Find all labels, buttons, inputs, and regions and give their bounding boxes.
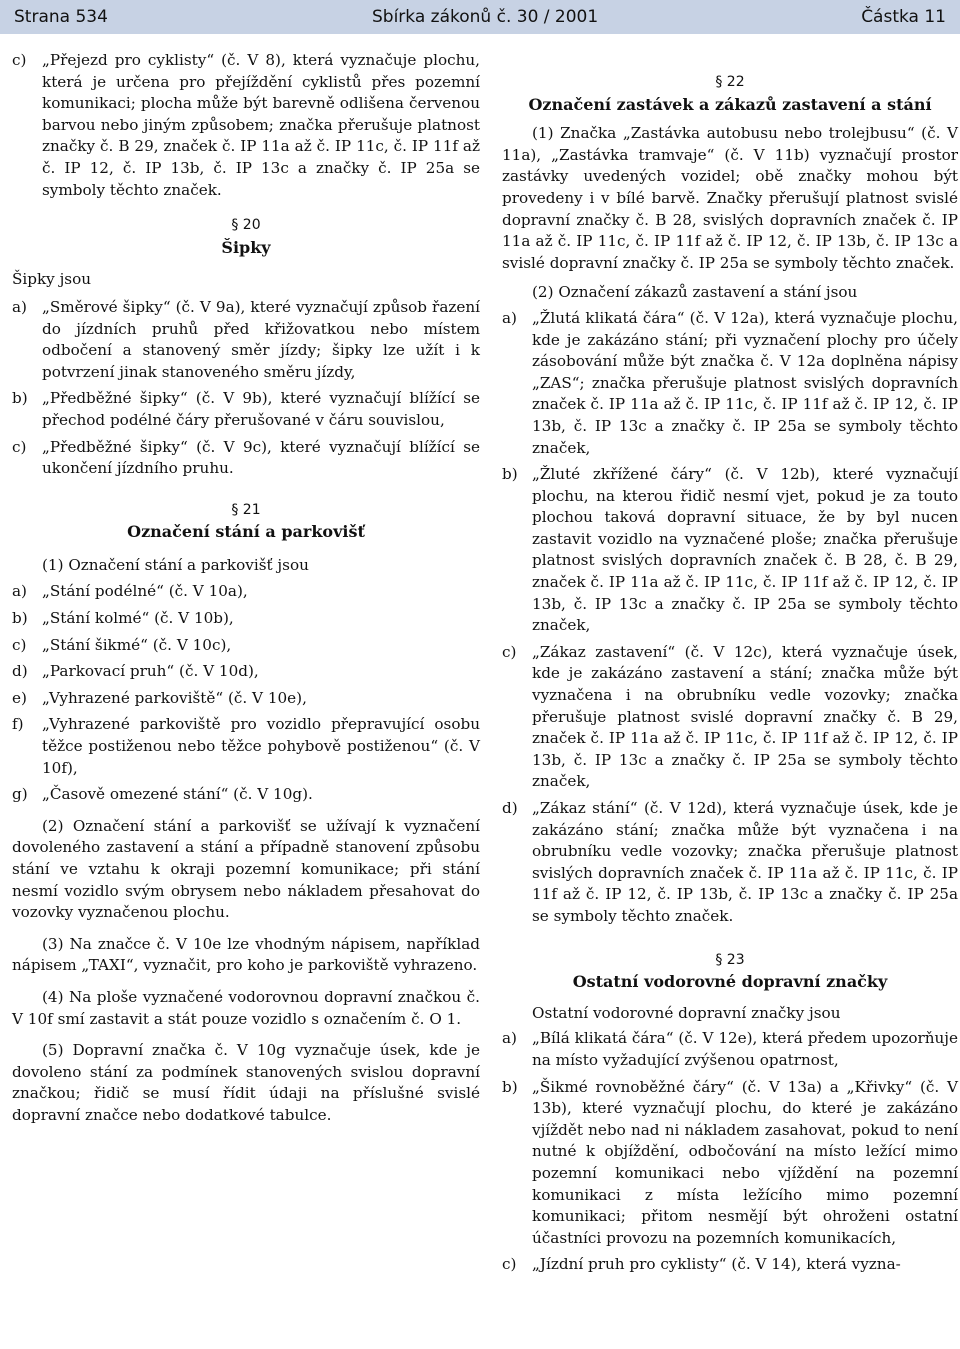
list-item: c) „Předběžné šipky“ (č. V 9c), které vyznačují blížící se ukončení jízdního pruhu.	[12, 437, 480, 478]
list-item: d) „Parkovací pruh“ (č. V 10d),	[12, 662, 259, 681]
paragraph: (2) Označení zákazů zastavení a stání jsou	[532, 283, 858, 302]
list-item: f) „Vyhrazené parkoviště pro vozidlo přepravující osobu těžce postiženou nebo těžce pohybově postiženou“ (č. V 10f),	[12, 715, 480, 777]
section-title: Označení stání a parkovišť	[127, 522, 365, 542]
list-item: c) „Jízdní pruh pro cyklisty“ (č. V 14), která vyzna-	[502, 1255, 901, 1274]
collection-title: Sbírka zákonů č. 30 / 2001	[372, 7, 599, 27]
paragraph: (1) Označení stání a parkovišť jsou	[42, 555, 309, 574]
section-number: § 22	[715, 74, 745, 90]
section-title: Ostatní vodorovné dopravní značky	[572, 972, 888, 992]
section-number: § 20	[231, 217, 261, 234]
paragraph: (5) Dopravní značka č. V 10g vyznačuje úsek, kde je dovoleno stání za podmínek stanovených svislou dopravní značkou; řidič se musí řídit údaji na příslušné svislé dopravní značce nebo dodatkové tabulce.	[12, 1041, 480, 1124]
left-column	[12, 50, 480, 1127]
issue-number: Částka 11	[861, 7, 946, 27]
list-item: d) „Zákaz stání“ (č. V 12d), která vyznačuje úsek, kde je zakázáno stání; značka může být vyznačena i na obrubníku vedle vozovky; značka přerušuje platnost svislých dopravních značek č. IP 11a až č. IP 11c, č. IP 11f až č. IP 12, č. IP 13b, č. IP 13c a značky č. IP 25a se symboly těchto značek.	[502, 799, 958, 925]
list-item: c) „Zákaz zastavení“ (č. V 12c), která vyznačuje úsek, kde je zakázáno zastavení a stání; značka může být vyznačena i na obrubníku vedle vozovky; značka přerušuje platnost svislé dopravní značky č. B 29, značek č. IP 11a až č. IP 11c, č. IP 11f až č. IP 12, č. IP 13b, č. IP 13c a značky č. IP 25a se symboly těchto značek,	[502, 642, 958, 791]
paragraph: (3) Na značce č. V 10e lze vhodným nápisem, například nápisem „TAXI“, vyznačit, pro koho je parkoviště vyhrazeno.	[12, 934, 480, 975]
list-item: b) „Žluté zkřížené čáry“ (č. V 12b), které vyznačují plochu, na kterou řidič nesmí vjet, pokud je za touto plochou taková dopravní situace, že by byl nucen zastavit vozidlo na vyznačené ploše; značka přerušuje platnost svislých dopravních značek č. B 28, č. B 29, značek č. IP 11a až č. IP 11c, č. IP 11f až č. IP 12, č. IP 13b, č. IP 13c a značky č. IP 25a se symboly těchto značek,	[502, 465, 958, 635]
list-item: b) „Stání kolmé“ (č. V 10b),	[12, 609, 234, 628]
list-item: a) „Směrové šipky“ (č. V 9a), které vyznačují způsob řazení do jízdních pruhů před křižovatkou nebo místem odbočení a stanovený směr jízdy; šipky lze užít i k potvrzení jinak stanoveného směru jízdy,	[12, 297, 480, 381]
section-number: § 21	[231, 501, 261, 518]
section-intro: Šipky jsou	[12, 270, 92, 289]
paragraph: (4) Na ploše vyznačené vodorovnou dopravní značkou č. V 10f smí zastavit a stát pouze vozidlo s označením č. O 1.	[12, 987, 480, 1028]
list-item: c) „Stání šikmé“ (č. V 10c),	[12, 635, 232, 654]
paragraph: (2) Označení stání a parkovišť se užívají k vyznačení dovoleného zastavení a stání a případně stanovení způsobu stání ve vztahu k okraji pozemní komunikace; při stání nesmí vozidlo svým obrysem nebo nákladem přesahovat do vozovky vyznačenou plochu.	[12, 816, 480, 922]
list-item: a) „Žlutá klikatá čára“ (č. V 12a), která vyznačuje plochu, kde je zakázáno stání; při vyznačení plochy pro účely zásobování může být značka č. V 12a doplněna nápisy „ZAS“; značka přerušuje platnost svislých dopravních značek č. IP 11a až č. IP 11c, č. IP 11f až č. IP 12, č. IP 13b, č. IP 13c a značky č. IP 25a se symboly těchto značek,	[502, 308, 958, 457]
list-item: b) „Šikmé rovnoběžné čáry“ (č. V 13a) a „Křivky“ (č. V 13b), které vyznačují plochu, do které je zakázáno vjíždět nebo nad ni nákladem zasahovat, pokud to není nutné k objíždění, odbočování na místo ležící mimo pozemní komunikaci nebo vjíždění na pozemní komunikaci z místa ležícího mimo pozemní komunikaci; přitom nesmějí být ohroženi ostatní účastníci provozu na pozemních komunikacích,	[502, 1077, 958, 1247]
list-item: c) „Přejezd pro cyklisty“ (č. V 8), která vyznačuje plochu, která je určena pro přejíždění cyklistů přes pozemní komunikaci; plocha může být barevně odlišena červenou barvou nebo jiným způsobem; značka přerušuje platnost značky č. B 29, značek č. IP 11a až č. IP 11c, č. IP 11f až č. IP 12, č. IP 13b, č. IP 13c a značky č. IP 25a se symboly těchto značek.	[12, 51, 480, 199]
right-column	[502, 50, 958, 1276]
section-title: Označení zastávek a zákazů zastavení a stání	[528, 94, 932, 114]
list-item: a) „Bílá klikatá čára“ (č. V 12e), která předem upozorňuje na místo vyžadující zvýšenou opatrnost,	[502, 1029, 958, 1069]
paragraph: (1) Značka „Zastávka autobusu nebo trolejbusu“ (č. V 11a), „Zastávka tramvaje“ (č. V 11b) vyznačují prostor zastávky uvedených vozidel; obě značky mohou být provedeny i v bílé barvě. Značky přerušují platnost svislé dopravní značky č. B 28, svislých dopravních značek č. IP 11a až č. IP 11c, č. IP 11f až č. IP 12, č. IP 13b, č. IP 13c a svislé dopravní značky č. IP 25a se symboly těchto značek.	[502, 124, 958, 272]
section-number: § 23	[715, 951, 745, 968]
list-item: b) „Předběžné šipky“ (č. V 9b), které vyznačují blížící se přechod podélné čáry přerušované v čáru souvislou,	[12, 389, 480, 429]
list-item: e) „Vyhrazené parkoviště“ (č. V 10e),	[12, 688, 307, 707]
section-title: Šipky	[221, 237, 271, 257]
page-number: Strana 534	[14, 7, 108, 27]
page-header	[0, 0, 960, 34]
list-item: g) „Časově omezené stání“ (č. V 10g).	[12, 785, 313, 804]
list-item: a) „Stání podélné“ (č. V 10a),	[12, 582, 248, 601]
section-intro: Ostatní vodorovné dopravní značky jsou	[532, 1003, 841, 1022]
